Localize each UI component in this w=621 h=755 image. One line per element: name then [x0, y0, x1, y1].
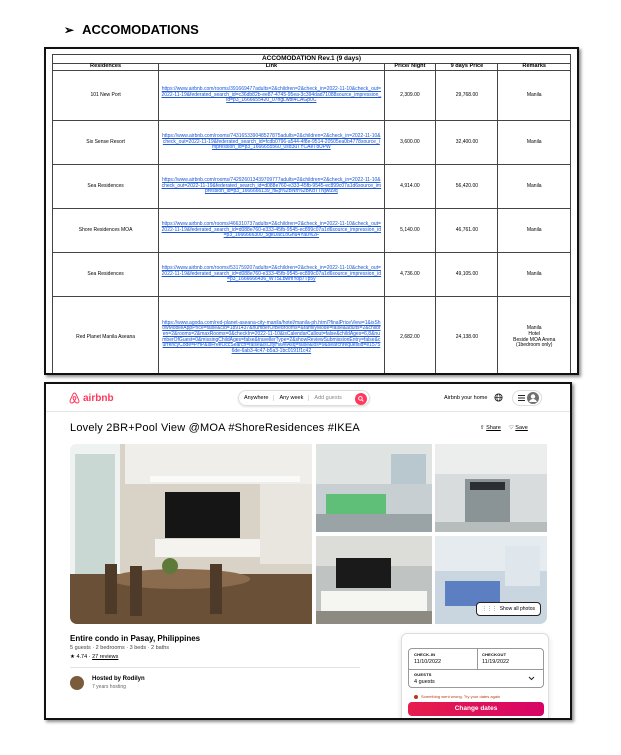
listing-link[interactable]: https://www.agoda.com/red-planet-aseana-city-manila/hotel/manila-ph.html?finalPriceView=1&isShowMobileAppPrice=false&cid=1891437&numberOfBedrooms=&familyMode=false&adults=2&children=2&rooms=2&maxRooms=0&checkIn=2022-11-10&isCalendarCallout=false&childAges=6,8&numberOfGuest=0&missingChildAges=false&travellerType=2&showReviewSubmissionEntry=false&currencyCode=PHP&isFreeOccSearch=false&isCityHaveAsq=false&los=9&searchrequestid=e15756de-6ab3-4c47-b5a3-1bc0191f1c42 — [159, 297, 384, 376]
rating-row: ★ 4.74 · 27 reviews — [70, 654, 119, 660]
remarks: Manila — [498, 165, 571, 209]
nine-day-price: 29,768.00 — [436, 71, 498, 121]
save-button[interactable] — [509, 425, 528, 431]
search-button[interactable] — [355, 393, 367, 405]
remarks: Manila — [498, 253, 571, 297]
column-header-9-days-price: 9 days Price — [436, 64, 498, 71]
change-dates-button[interactable]: Change dates — [408, 702, 544, 716]
error-text: Something went wrong. Try your dates again — [421, 694, 501, 699]
accommodation-table-panel — [44, 47, 579, 375]
table-row — [53, 253, 571, 297]
price-per-night: 4,736.00 — [384, 253, 436, 297]
column-header-link: Link — [159, 64, 384, 71]
airbnb-your-home-link[interactable]: Airbnb your home — [444, 395, 488, 401]
error-message — [414, 694, 500, 699]
remarks: Manila — [498, 209, 571, 253]
nine-day-price: 56,420.00 — [436, 165, 498, 209]
show-all-photos-button[interactable] — [476, 602, 541, 616]
laundry-photo — [435, 444, 547, 532]
airbnb-logo-icon — [69, 392, 80, 404]
checkin-field[interactable]: 11/10/2022 — [414, 659, 442, 665]
host-name: Hosted by Rodilyn — [92, 676, 145, 682]
checkout-label: CHECKOUT — [482, 652, 507, 657]
reviews-link[interactable]: 27 reviews — [92, 654, 119, 660]
section-heading — [64, 22, 199, 37]
share-button[interactable] — [480, 425, 501, 431]
nine-day-price: 24,138.00 — [436, 297, 498, 376]
table-row — [53, 71, 571, 121]
property-details: 5 guests · 2 bedrooms · 3 beds · 2 baths — [70, 645, 170, 651]
share-label: Share — [486, 425, 501, 431]
airbnb-listing-screenshot — [44, 382, 572, 720]
listing-link[interactable]: https://www.airbnb.com/rooms/742926013439709777adults=2&children=2&check_in=2022-11-10&check_out=2022-11-19&federated_search_id=d088e760-e333-45fb-9545-ec899c07a1d6source_impression_id=p3_1666666139_hEp%2BNh%2BKdTTNjwu9q — [159, 165, 384, 209]
section-heading-text: ACCOMODATIONS — [82, 22, 199, 37]
search-any-week[interactable]: Any week — [274, 395, 309, 401]
residence-name: Sea Residences — [53, 253, 159, 297]
booking-inputs — [408, 648, 544, 688]
residence-name: Sea Residences — [53, 165, 159, 209]
price-per-night: 3,600.00 — [384, 121, 436, 165]
remarks: Manila — [498, 71, 571, 121]
table-row — [53, 297, 571, 376]
booking-card — [401, 633, 549, 720]
save-label: Save — [515, 425, 528, 431]
nine-day-price: 32,400.00 — [436, 121, 498, 165]
table-row — [53, 165, 571, 209]
listing-link[interactable]: https://www.airbnb.com/rooms/743165339048527875adults=2&children=2&check_in=2022-11-10&check_out=2022-11-19&federated_search_id=fcdb0796-a544-4f8e-9514-20505ea0b4778source_impression_id=p3_1666655560_0sd3uTYCAeT8UPW — [159, 121, 384, 165]
user-menu-button[interactable] — [512, 390, 542, 406]
checkout-field[interactable]: 11/19/2022 — [482, 659, 510, 665]
top-nav — [46, 384, 570, 412]
search-icon — [358, 396, 364, 402]
listing-title: Lovely 2BR+Pool View @MOA #ShoreResidences #IKEA — [70, 422, 360, 434]
listing-link[interactable]: https://www.airbnb.com/rooms/466310737adults=2&children=2&check_in=2022-11-10&check_out=2022-11-19&federated_search_id=d088e760-e333-45fb-9545-ec899c07a1d6source_impression_id=p3_1666666300_5gkUacLoGhu4Yau%2F — [159, 209, 384, 253]
error-icon — [414, 695, 418, 699]
airbnb-logo[interactable] — [69, 392, 114, 404]
remarks: Manila — [498, 121, 571, 165]
listing-link[interactable]: https://www.airbnb.com/rooms/531759207adults=2&children=2&check_in=2022-11-10&check_out=2022-11-19&federated_search_id=d088e760-e333-45fb-9545-ec899c07a1d6source_impression_id=p3_1666666436_WTSLbwmYop7Tp5y — [159, 253, 384, 297]
remarks: Manila Hotel Beside MOA Arena (1bedroom only) — [498, 297, 571, 376]
host-years: 7 years hosting — [92, 684, 126, 690]
table-row — [53, 209, 571, 253]
search-bar[interactable] — [238, 390, 370, 406]
rating-value: 4.74 — [76, 654, 88, 660]
share-icon: ⇧ — [480, 425, 487, 431]
nine-day-price: 46,761.00 — [436, 209, 498, 253]
host-info — [70, 676, 145, 690]
avatar-icon — [527, 392, 539, 404]
column-header-residences: Residences — [53, 64, 159, 71]
search-add-guests[interactable]: Add guests — [314, 395, 342, 401]
guests-field[interactable]: 4 guests — [414, 679, 435, 685]
globe-icon[interactable] — [494, 393, 503, 402]
table-title: ACCOMODATION Rev.1 (9 days) — [53, 55, 571, 64]
checkin-label: CHECK-IN — [414, 652, 436, 657]
price-per-night: 2,309.00 — [384, 71, 436, 121]
share-save-actions — [480, 425, 528, 431]
photo-second-bedroom[interactable] — [435, 536, 547, 624]
accommodation-table — [52, 54, 571, 375]
price-per-night: 4,914.00 — [384, 165, 436, 209]
show-all-photos-label: Show all photos — [499, 606, 535, 612]
residence-name: Red Planet Manila Aseana — [53, 297, 159, 376]
host-avatar[interactable] — [70, 676, 84, 690]
tv-console-photo — [316, 536, 432, 624]
residence-name: Shore Residences MOA — [53, 209, 159, 253]
photo-laundry[interactable] — [435, 444, 551, 532]
brand-name: airbnb — [83, 392, 114, 404]
search-anywhere[interactable]: Anywhere — [239, 395, 274, 401]
listing-link[interactable]: https://www.airbnb.com/rooms/391669477adults=2&children=2&check_in=2022-11-10&check_out=2022-11-19&federated_search_id=c36db82b-ee87-4745-95ea-3c394dad71088source_impression_id=p3_1666655420_07hgLwbt4CAGp0C — [159, 71, 384, 121]
main-photo[interactable] — [70, 444, 312, 624]
guests-label: GUESTS — [414, 672, 432, 677]
living-room-photo — [70, 444, 312, 624]
table-row — [53, 121, 571, 165]
property-type-title: Entire condo in Pasay, Philippines — [70, 634, 201, 643]
residence-name: Six Sense Resort — [53, 121, 159, 165]
nine-day-price: 49,105.00 — [436, 253, 498, 297]
photo-gallery — [70, 444, 547, 624]
menu-icon — [518, 395, 525, 401]
chevron-down-icon[interactable] — [528, 676, 535, 681]
heart-icon: ♡ — [508, 425, 516, 431]
bedroom-photo — [316, 444, 432, 532]
residence-name: 101 New Port — [53, 71, 159, 121]
divider — [70, 667, 360, 668]
photo-bedroom[interactable] — [316, 444, 432, 532]
column-header-remarks: Remarks — [498, 64, 571, 71]
column-header-price-night: Price/ Night — [384, 64, 436, 71]
price-per-night: 5,140.00 — [384, 209, 436, 253]
grid-icon: ⋮⋮⋮ — [481, 606, 497, 612]
price-per-night: 2,682.00 — [384, 297, 436, 376]
arrow-bullet-icon: ➢ — [64, 22, 75, 37]
star-icon: ★ — [70, 654, 77, 660]
photo-tv-console[interactable] — [316, 536, 432, 624]
